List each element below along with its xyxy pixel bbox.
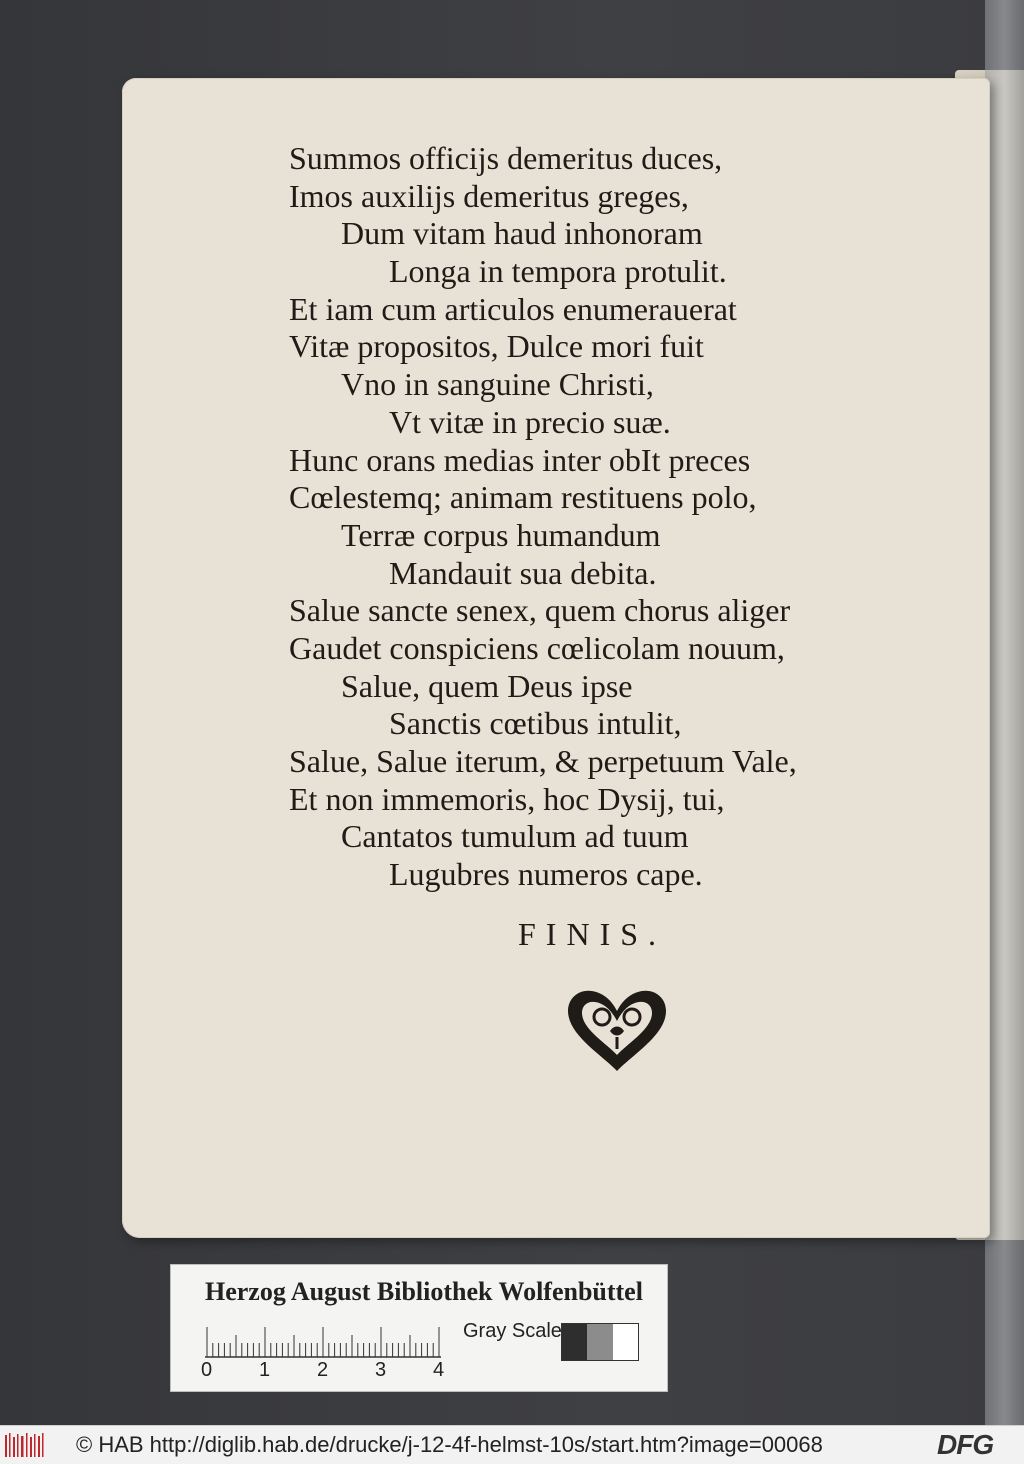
ruler-number: 1 [259, 1359, 271, 1381]
gray-swatch [587, 1324, 612, 1360]
poem-line: Vitæ propositos, Dulce mori fuit [289, 328, 704, 365]
poem-line: Vno in sanguine Christi, [341, 366, 654, 403]
poem-line: Cœlestemq; animam restituens polo, [289, 479, 757, 516]
gray-scale-swatches [561, 1323, 639, 1361]
ruler-number: 0 [201, 1359, 213, 1381]
poem-line: Mandauit sua debita. [389, 554, 657, 591]
library-label-card [170, 1264, 668, 1392]
poem-line: Salue, quem Deus ipse [341, 667, 633, 704]
finis-heading: FINIS. [518, 916, 667, 952]
poem-line: Salue, Salue iterum, & perpetuum Vale, [289, 743, 797, 779]
source-url[interactable]: © HAB http://diglib.hab.de/drucke/j-12-4f-helmst-10s/start.htm?image=00068 [76, 1432, 823, 1457]
hab-barcode-logo-icon [4, 1431, 48, 1459]
gray-swatch [613, 1324, 638, 1360]
poem-line: Summos officijs demeritus duces, [289, 140, 723, 176]
dfg-logo: DFG [937, 1429, 994, 1460]
ruler-number: 2 [317, 1359, 329, 1381]
ruler-number: 3 [375, 1359, 387, 1381]
ruler-scale [205, 1323, 445, 1363]
scanner-clip-strip [985, 0, 1024, 1425]
poem-line: Et non immemoris, hoc Dysij, tui, [289, 780, 725, 817]
poem-line: Longa in tempora protulit. [389, 253, 727, 290]
poem-line: Dum vitam haud inhonoram [341, 215, 703, 252]
gray-scale-label: Gray Scale [463, 1320, 562, 1342]
poem-text-block [289, 140, 929, 894]
poem-line: Gaudet conspiciens cœlicolam nouum, [289, 629, 785, 666]
ruler-number: 4 [433, 1359, 445, 1381]
heart-ornament-icon [562, 985, 672, 1073]
poem-line: Cantatos tumulum ad tuum [341, 818, 689, 855]
footer-bar [0, 1425, 1024, 1464]
poem-line: Sanctis cœtibus intulit, [389, 705, 682, 742]
poem-line: Salue sancte senex, quem chorus aliger [289, 592, 791, 629]
poem-line: Lugubres numeros cape. [389, 856, 703, 893]
poem-line: Hunc orans medias inter obIt preces [289, 441, 751, 478]
library-name: Herzog August Bibliothek Wolfenbüttel [205, 1277, 643, 1306]
poem-line: Imos auxilijs demeritus greges, [289, 177, 689, 214]
poem-line: Terræ corpus humandum [341, 516, 661, 553]
poem-line: Vt vitæ in precio suæ. [389, 403, 671, 440]
gray-swatch [562, 1324, 587, 1360]
poem-line: Et iam cum articulos enumerauerat [289, 290, 737, 327]
